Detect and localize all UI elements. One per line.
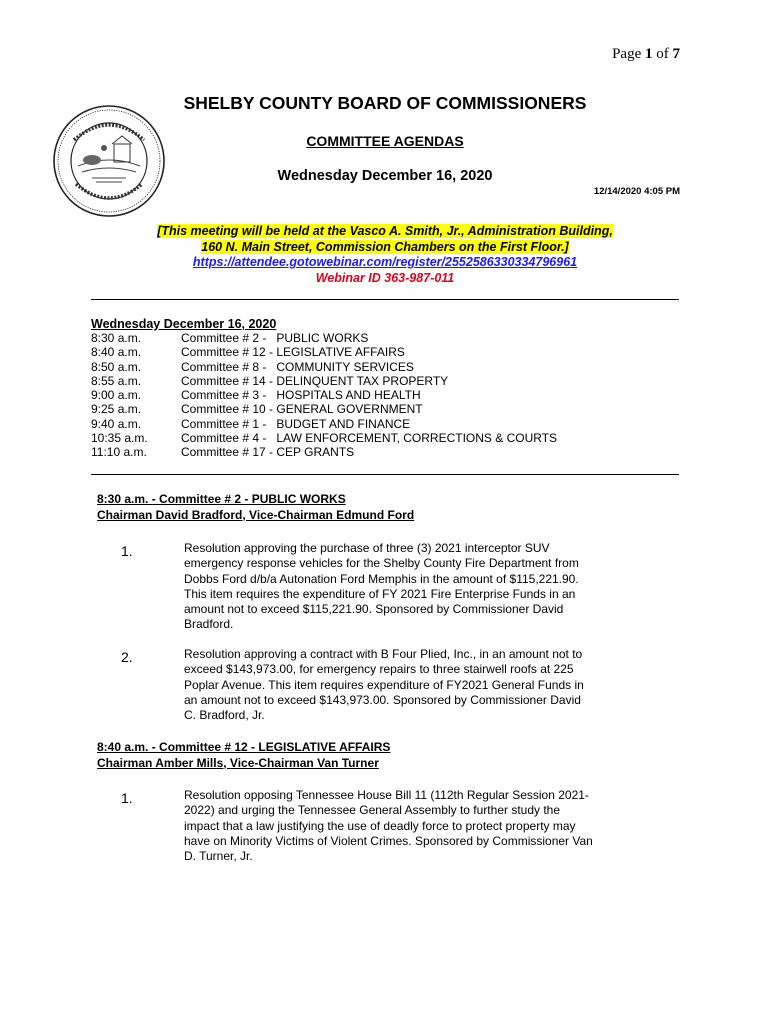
divider [91, 299, 679, 300]
schedule-row: 8:40 a.m. Committee # 12 - LEGISLATIVE AFFAIRS [91, 345, 405, 360]
webinar-link[interactable]: https://attendee.gotowebinar.com/register/2552586330334796961 [192, 255, 578, 269]
schedule-row: 11:10 a.m. Committee # 17 - CEP GRANTS [91, 445, 355, 460]
agenda-item-text: Resolution opposing Tennessee House Bill 11 (112th Regular Session 2021-2022) and urging the Tennessee General Assembly to further study the impact that a law justifying the use of deadly force to protect property may have on Minority Victims of Violent Crimes. Sponsored by Commissioner Van D. Turner, Jr. [184, 788, 593, 864]
schedule-row: 8:55 a.m. Committee # 14 - DELINQUENT TAX PROPERTY [91, 373, 449, 388]
schedule-row: 9:40 a.m. Committee # 1 - BUDGET AND FINANCE [91, 416, 411, 431]
schedule-row: 9:25 a.m. Committee # 10 - GENERAL GOVERNMENT [91, 402, 423, 417]
divider [91, 474, 679, 475]
schedule-list [91, 331, 557, 460]
agenda-item-text: Resolution approving the purchase of three (3) 2021 interceptor SUV emergency response vehicles for the Shelby County Fire Department from Dobbs Ford d/b/a Autonation Ford Memphis in the amount of $115,221.90. This item requires the expenditure of FY 2021 Fire Enterprise Funds in an amount not to exceed $115,221.90. Sponsored by Commissioner David Bradford. [184, 541, 579, 632]
schedule-row: 9:00 a.m. Committee # 3 - HOSPITALS AND HEALTH [91, 388, 421, 403]
notice-line-2: 160 N. Main Street, Commission Chambers on the First Floor.] [201, 239, 569, 254]
item-number: 1. [121, 790, 133, 806]
schedule-row: 10:35 a.m. Committee # 4 - LAW ENFORCEMENT, CORRECTIONS & COURTS [91, 431, 558, 446]
meeting-notice [0, 224, 770, 286]
meeting-date: Wednesday December 16, 2020 [277, 168, 493, 184]
schedule-row: 8:30 a.m. Committee # 2 - PUBLIC WORKS [91, 331, 369, 345]
section-heading: 8:40 a.m. - Committee # 12 - LEGISLATIVE AFFAIRS Chairman Amber Mills, Vice-Chairman Van Turner [97, 740, 391, 770]
schedule-heading: Wednesday December 16, 2020 [91, 317, 277, 331]
item-number: 2. [121, 649, 133, 665]
webinar-id: Webinar ID 363-987-011 [315, 270, 455, 285]
section-heading: 8:30 a.m. - Committee # 2 - PUBLIC WORKS Chairman David Bradford, Vice-Chairman Edmund Ford [97, 492, 415, 522]
county-seal-logo [52, 104, 166, 218]
item-number: 1. [121, 543, 133, 559]
page-number: Page 1 of 7 [612, 46, 680, 62]
schedule-row: 8:50 a.m. Committee # 8 - COMMUNITY SERVICES [91, 359, 414, 374]
timestamp: 12/14/2020 4:05 PM [593, 186, 680, 197]
document-subtitle: COMMITTEE AGENDAS [306, 133, 464, 149]
notice-line-1: [This meeting will be held at the Vasco A. Smith, Jr., Administration Building, [157, 224, 613, 238]
document-title: SHELBY COUNTY BOARD OF COMMISSIONERS [183, 93, 587, 113]
agenda-item-text: Resolution approving a contract with B Four Plied, Inc., in an amount not to exceed $143,973.00, for emergency repairs to three stairwell roofs at 225 Poplar Avenue. This item requires expenditure of FY2021 General Funds in an amount not to exceed $143,973.00. Sponsored by Commissioner David C. Bradford, Jr. [184, 647, 584, 723]
